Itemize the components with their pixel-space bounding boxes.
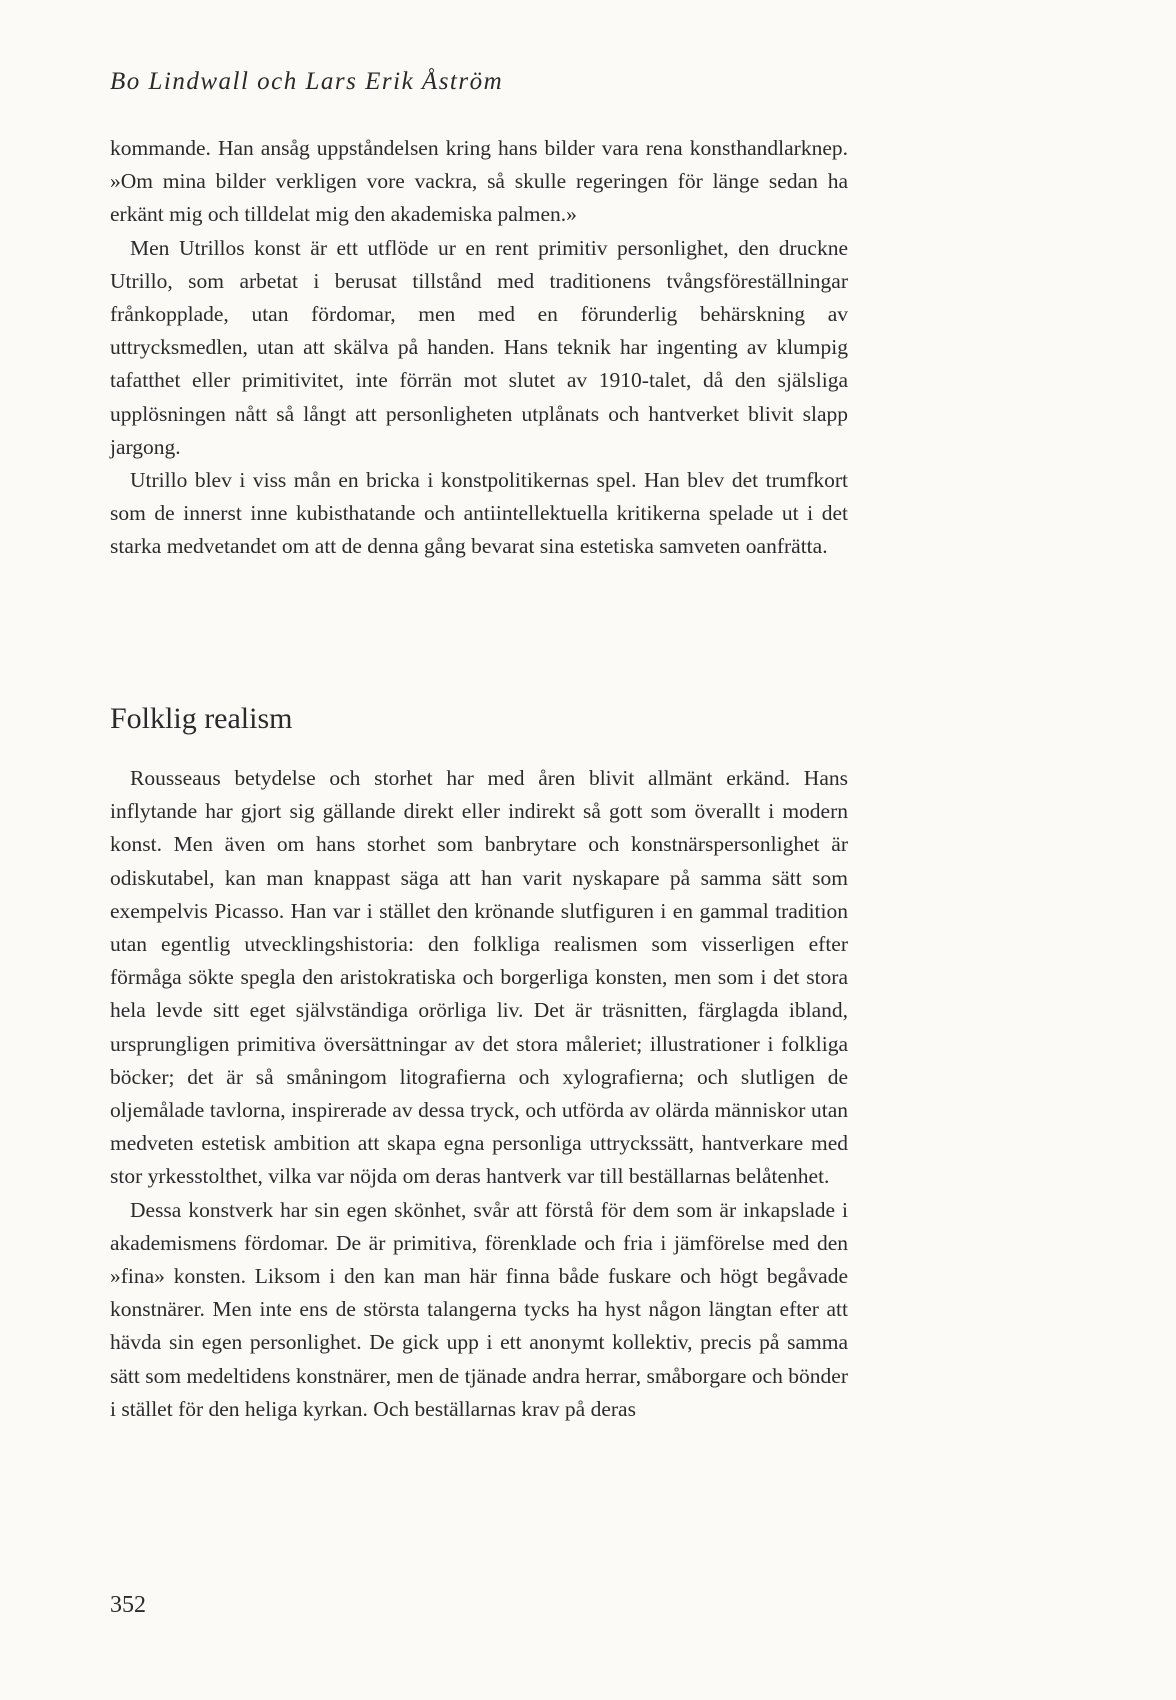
page-number: 352 (110, 1592, 146, 1618)
paragraph-utrillo-politics: Utrillo blev i viss mån en bricka i konstpolitikernas spel. Han blev det trumfkort som de innerst inne kubisthatande och antiintellektuella kritikerna spelade ut i det starka medvetandet om att de denna gång bevarat sina estetiska samveten oanfrätta. (110, 468, 848, 559)
text-block-lower (110, 762, 848, 1426)
text-block-upper (110, 132, 848, 564)
paragraph-rousseau: Rousseaus betydelse och storhet har med åren blivit allmänt erkänd. Hans inflytande har gjort sig gällande direkt eller indirekt så gott som överallt i modern konst. Men även om hans storhet som banbrytare och konstnärspersonlighet är odiskutabel, kan man knappast säga att han varit nyskapare på samma sätt som exempelvis Picasso. Han var i stället den krönande slutfiguren i en gammal tradition utan egentlig utvecklingshistoria: den folkliga realismen som visserligen efter förmåga sökte spegla den aristokratiska och borgerliga konsten, men som i det stora hela levde sitt eget självständiga orörliga liv. Det är träsnitten, färglagda ibland, ursprungligen primitiva översättningar av det stora måleriet; illustrationer i folkliga böcker; det är så småningom litografierna och xylografierna; och slutligen de oljemålade tavlorna, inspirerade av dessa tryck, och utförda av olärda människor utan medveten estetisk ambition att skapa egna personliga uttryckssätt, hantverkare med stor yrkesstolthet, vilka var nöjda om deras hantverk var till beställarnas belåtenhet. (110, 766, 848, 1189)
paragraph-continuation: kommande. Han ansåg uppståndelsen kring hans bilder vara rena konsthandlarknep. »Om mina bilder verkligen vore vackra, så skulle regeringen för länge sedan ha erkänt mig och tilldelat mig den akademiska palmen.» (110, 136, 848, 227)
paragraph-utrillo-primitive: Men Utrillos konst är ett utflöde ur en rent primitiv personlighet, den druckne Utrillo, som arbetat i berusat tillstånd med traditionens tvångsföreställningar frånkopplade, utan fördomar, men med en förunderlig behärskning av uttrycksmedlen, utan att skälva på handen. Hans teknik har ingenting av klumpig tafatthet eller primitivitet, inte förrän mot slutet av 1910-talet, då den själsliga upplösningen nått så långt att personligheten utplånats och hantverket blivit slapp jargong. (110, 235, 848, 459)
paragraph-folk-art: Dessa konstverk har sin egen skönhet, svår att förstå för dem som är inkapslade i akademismens fördomar. De är primitiva, förenklade och fria i jämförelse med den »fina» konsten. Liksom i den kan man här finna både fuskare och högt begåvade konstnärer. Men inte ens de största talangerna tycks ha hyst någon längtan efter att hävda sin egen personlighet. De gick upp i ett anonymt kollektiv, precis på samma sätt som medeltidens konstnärer, men de tjänade andra herrar, småborgare och bönder i stället för den heliga kyrkan. Och beställarnas krav på deras (110, 1197, 848, 1421)
section-heading: Folklig realism (110, 702, 293, 735)
running-head: Bo Lindwall och Lars Erik Åström (110, 68, 504, 95)
